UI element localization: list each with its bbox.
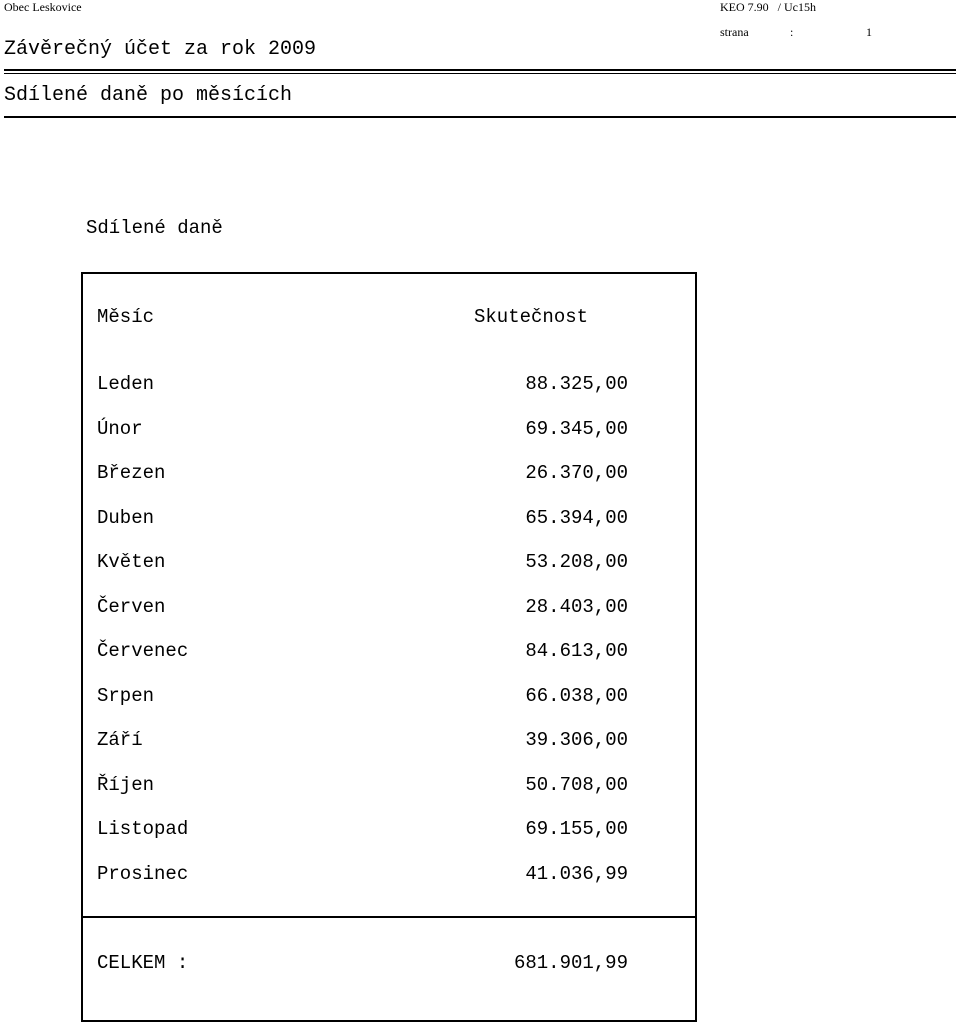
row-month-label: Červen [97,596,166,618]
row-actual-value: 53.208,00 [525,551,628,573]
page-label: strana [720,25,749,39]
row-actual-value: 69.155,00 [525,818,628,840]
row-actual-value: 66.038,00 [525,685,628,707]
header-rule-thin [4,73,956,74]
row-actual-value: 84.613,00 [525,640,628,662]
row-actual-value: 88.325,00 [525,373,628,395]
row-actual-value: 41.036,99 [525,863,628,885]
row-actual-value: 69.345,00 [525,418,628,440]
row-month-label: Únor [97,418,143,440]
program-id: KEO 7.90 / Uc15h [720,0,816,14]
row-actual-value: 28.403,00 [525,596,628,618]
header-rule-thick [4,69,956,71]
report-subtitle: Sdílené daně po měsících [4,84,293,107]
row-month-label: Duben [97,507,155,529]
page-number: 1 [866,25,872,39]
section-title: Sdílené daně [86,217,223,239]
row-month-label: Prosinec [97,863,189,885]
row-month-label: Říjen [97,774,155,796]
row-month-label: Září [97,729,143,751]
organization-name: Obec Leskovice [4,0,82,14]
row-month-label: Květen [97,551,166,573]
report-title: Závěrečný účet za rok 2009 [4,38,317,61]
row-month-label: Listopad [97,818,189,840]
total-separator [81,916,697,918]
row-month-label: Srpen [97,685,155,707]
column-header-actual: Skutečnost [474,306,589,328]
row-actual-value: 65.394,00 [525,507,628,529]
column-header-month: Měsíc [97,306,155,328]
total-label: CELKEM : [97,952,189,974]
row-month-label: Leden [97,373,155,395]
row-month-label: Červenec [97,640,189,662]
row-actual-value: 26.370,00 [525,462,628,484]
row-actual-value: 50.708,00 [525,774,628,796]
row-actual-value: 39.306,00 [525,729,628,751]
subtitle-rule [4,116,956,118]
row-month-label: Březen [97,462,166,484]
page-colon: : [790,25,794,39]
total-value: 681.901,99 [513,952,628,974]
